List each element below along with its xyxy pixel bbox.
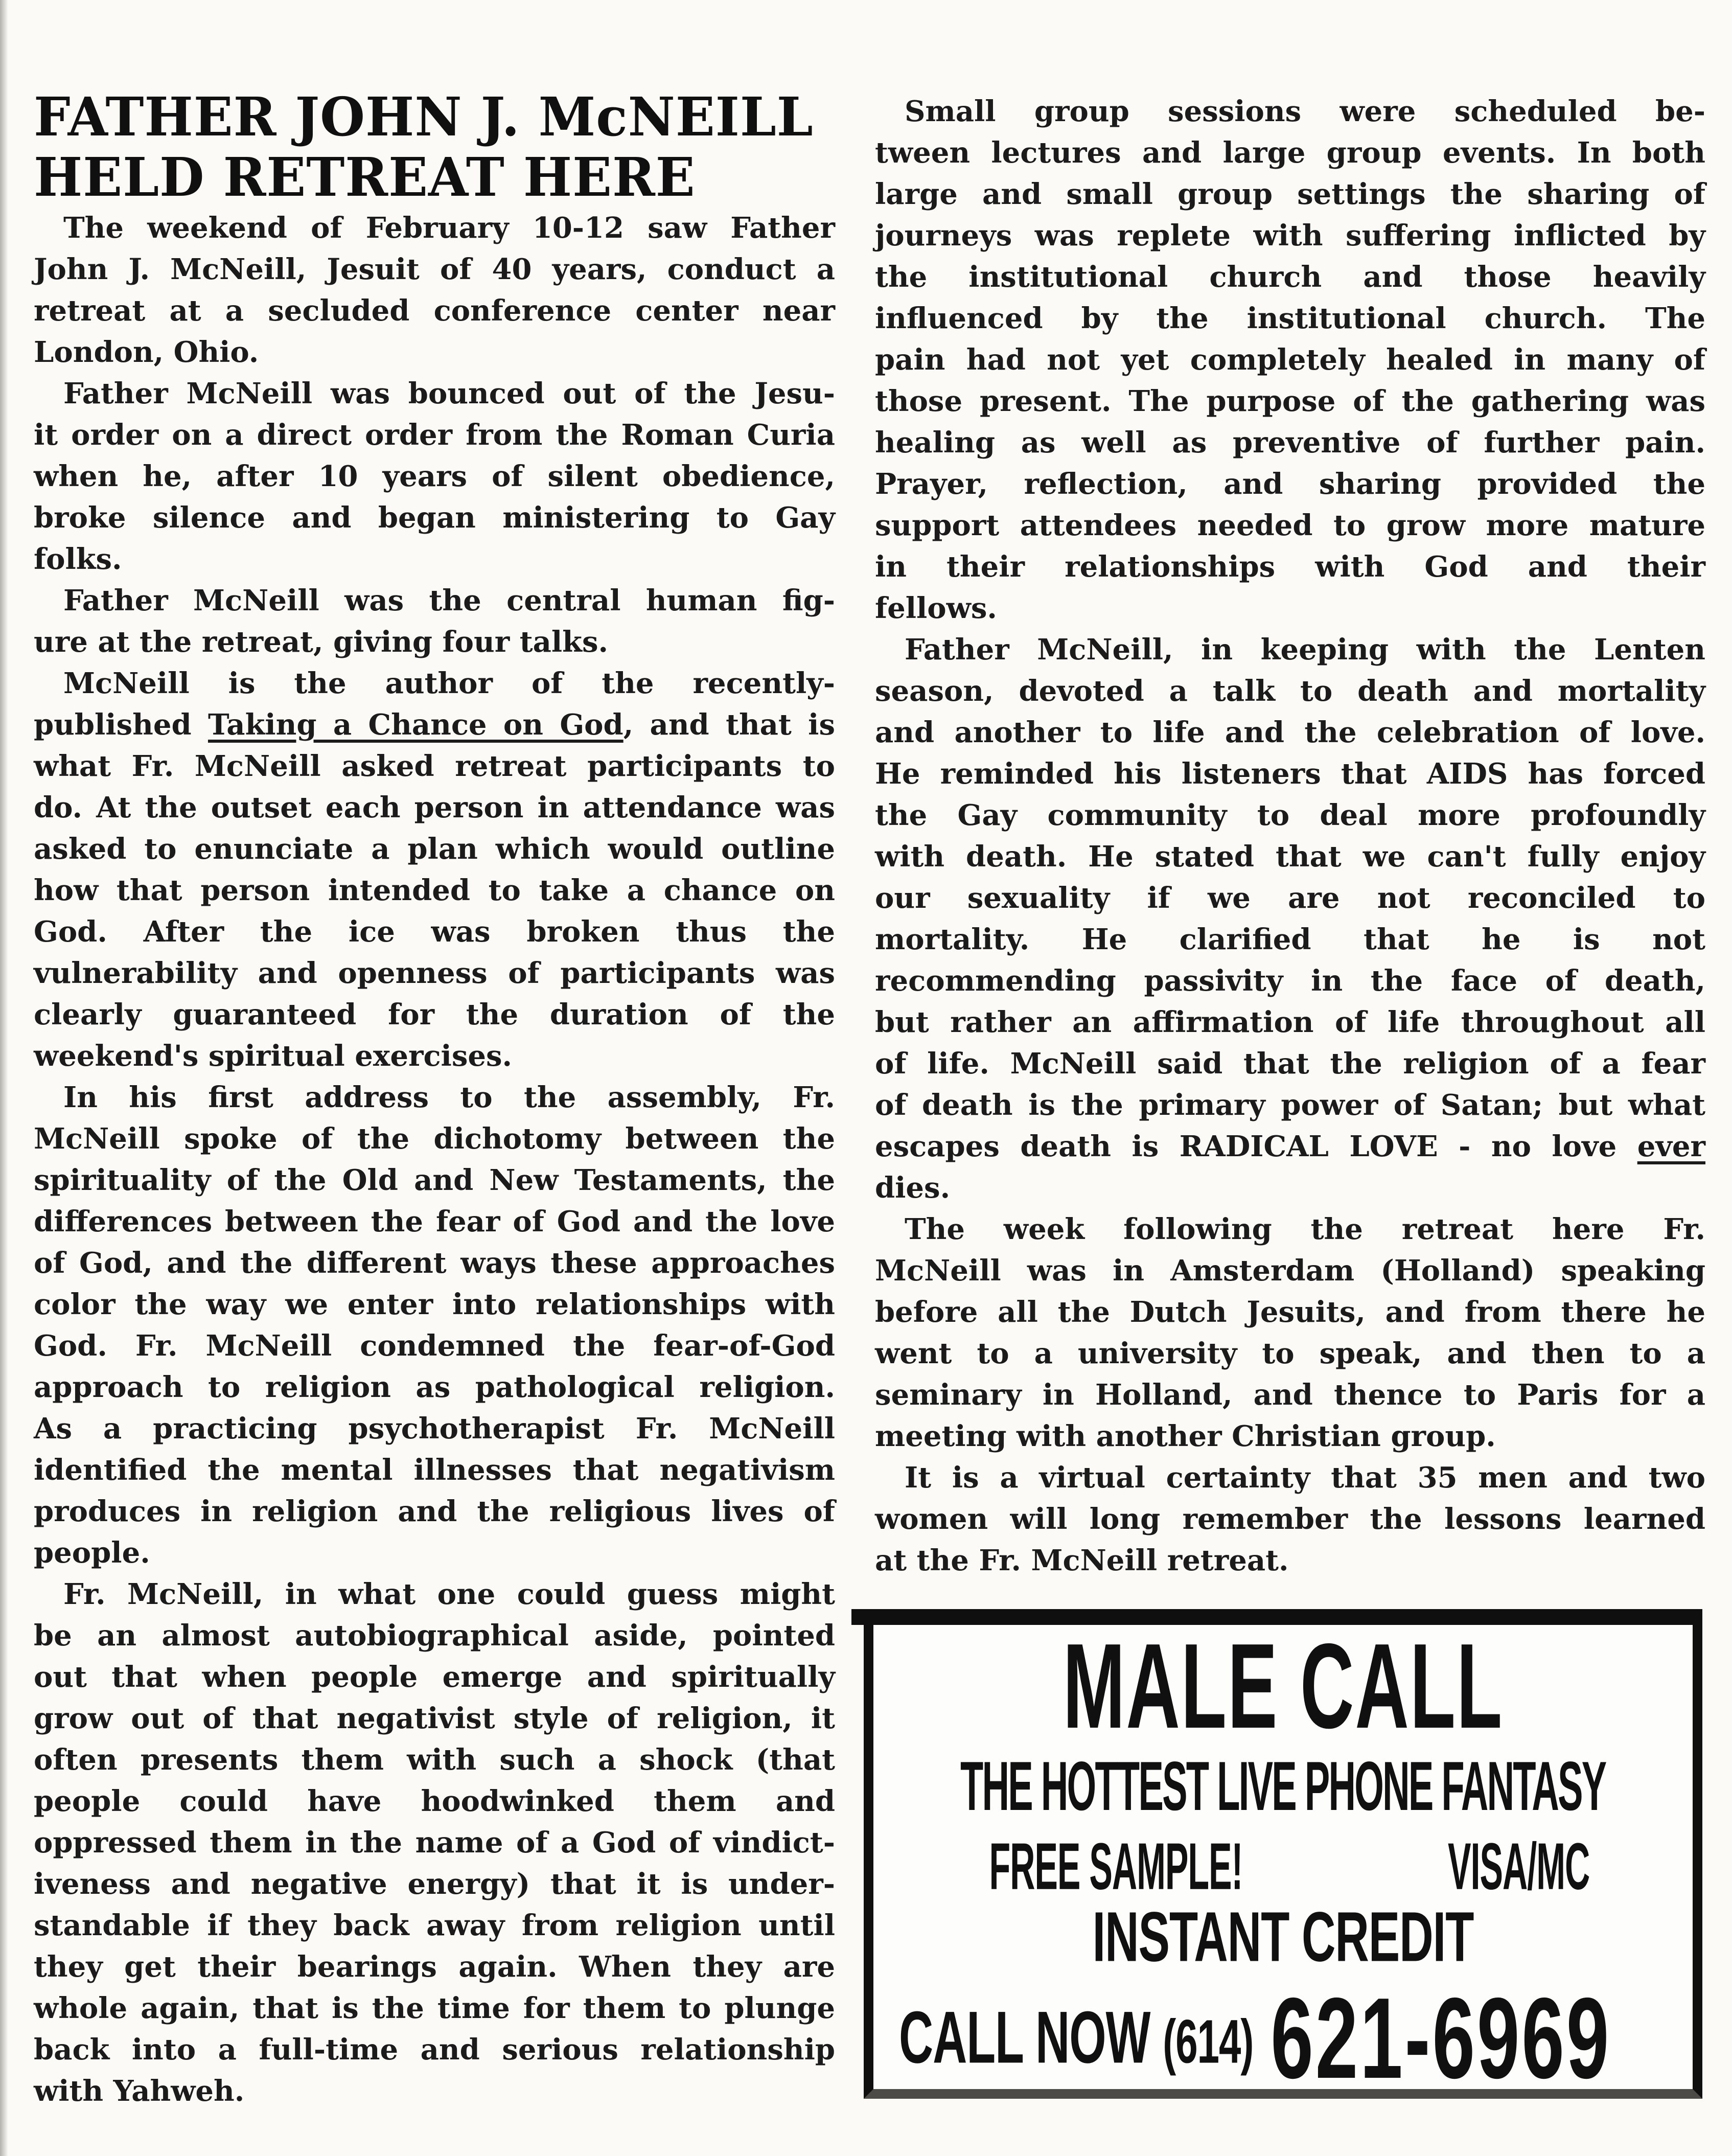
article-line: what Fr. McNeill asked retreat participants to <box>34 749 835 783</box>
article-line: He reminded his listeners that AIDS has forced <box>875 757 1705 791</box>
article-line: went to a university to speak, and then to a <box>875 1337 1705 1370</box>
male-call-ad-box <box>864 1609 1702 2102</box>
ad-top-bar <box>851 1609 882 1625</box>
article-left-column <box>34 87 835 2112</box>
article-line: and another to life and the celebration of love. <box>875 716 1705 749</box>
article-line: at the Fr. McNeill retreat. <box>875 1544 1289 1577</box>
article-line: pain had not yet completely healed in many of <box>875 343 1705 377</box>
article-line: with Yahweh. <box>34 2074 245 2108</box>
article-line: clearly guaranteed for the duration of the <box>34 998 835 1031</box>
article-line: the Gay community to deal more profoundly <box>875 798 1705 832</box>
article-line: they get their bearings again. When they are <box>34 1950 835 1984</box>
article-line: ure at the retreat, giving four talks. <box>34 625 608 659</box>
ad-title: MALE CALL <box>1063 1618 1504 1754</box>
ad-call-now-label: CALL NOW <box>899 1996 1150 2079</box>
article-line: Father McNeill, in keeping with the Lenten <box>905 633 1705 667</box>
article-line: differences between the fear of God and the love <box>34 1205 835 1238</box>
article-line: produces in religion and the religious lives of <box>34 1495 835 1528</box>
article-right-body <box>875 91 1705 1581</box>
article-line: identified the mental illnesses that negativism <box>34 1453 835 1487</box>
article-line: be an almost autobiographical aside, pointed <box>34 1619 835 1653</box>
ad-offer-free-sample: FREE SAMPLE! <box>989 1829 1243 1903</box>
article-line: iveness and negative energy) that it is under- <box>34 1867 835 1901</box>
article-line: Small group sessions were scheduled be- <box>905 95 1705 128</box>
article-line: grow out of that negativist style of religion, it <box>34 1702 835 1735</box>
article-line: color the way we enter into relationships with <box>34 1288 835 1321</box>
article-line: women will long remember the lessons learned <box>875 1502 1705 1536</box>
article-line: seminary in Holland, and thence to Paris for a <box>875 1378 1705 1412</box>
article-line: Fr. McNeill, in what one could guess might <box>63 1577 835 1611</box>
article-line: In his first address to the assembly, Fr. <box>63 1081 835 1114</box>
article-line: before all the Dutch Jesuits, and from there he <box>875 1295 1705 1329</box>
article-line: large and small group settings the sharing of <box>875 177 1705 211</box>
article-line: asked to enunciate a plan which would outline <box>34 832 835 866</box>
article-line: meeting with another Christian group. <box>875 1419 1496 1453</box>
article-line: spirituality of the Old and New Testaments, the <box>34 1163 835 1197</box>
ad-content <box>873 1618 1693 2102</box>
article-line: of death is the primary power of Satan; but what <box>875 1088 1705 1122</box>
article-line: the institutional church and those heavily <box>875 260 1705 294</box>
underlined-text: Taking a Chance on God <box>207 708 623 742</box>
article-line: vulnerability and openness of participants was <box>34 956 835 990</box>
article-line: Father McNeill was bounced out of the Jesu- <box>63 377 835 410</box>
article-line: standable if they back away from religion until <box>34 1909 835 1942</box>
article-line: of life. McNeill said that the religion of a fear <box>875 1047 1705 1081</box>
article-line: recommending passivity in the face of death, <box>875 964 1705 998</box>
article-line: dies. <box>875 1171 951 1205</box>
article-line: McNeill is the author of the recently- <box>63 667 835 700</box>
ad-credit-line: INSTANT CREDIT <box>1092 1898 1474 1977</box>
article-line: it order on a direct order from the Roman Curia <box>34 418 835 452</box>
article-line: It is a virtual certainty that 35 men and two <box>905 1461 1705 1495</box>
article-right-column <box>875 91 1705 1581</box>
article-line: do. At the outset each person in attendance was <box>34 791 835 824</box>
article-line: God. Fr. McNeill condemned the fear-of-God <box>34 1329 835 1363</box>
ad-call-now <box>899 1996 1254 2079</box>
headline-line-2: HELD RETREAT HERE <box>34 146 696 209</box>
article-line: our sexuality if we are not reconciled to <box>875 881 1705 915</box>
article-line: McNeill spoke of the dichotomy between the <box>34 1122 835 1156</box>
article-line: Father McNeill was the central human fig- <box>63 584 835 617</box>
article-line: London, Ohio. <box>34 335 259 369</box>
ad-tagline: THE HOTTEST LIVE PHONE FANTASY <box>960 1747 1606 1825</box>
article-line: weekend's spiritual exercises. <box>34 1039 513 1073</box>
scan-edge-shadow <box>0 0 8 2156</box>
article-line: back into a full-time and serious relationship <box>34 2033 835 2067</box>
article-line: support attendees needed to grow more mature <box>875 509 1705 542</box>
article-line: how that person intended to take a chance on <box>34 874 835 907</box>
article-line: God. After the ice was broken thus the <box>34 915 835 949</box>
article-line: in their relationships with God and their <box>875 550 1705 584</box>
article-line: tween lectures and large group events. In both <box>875 136 1705 170</box>
article-line: fellows. <box>875 591 997 625</box>
article-line: McNeill was in Amsterdam (Holland) speaking <box>875 1254 1705 1288</box>
article-line: but rather an affirmation of life throughout all <box>875 1005 1705 1039</box>
article-line: retreat at a secluded conference center near <box>34 294 835 328</box>
article-line: whole again, that is the time for them to plunge <box>34 1991 835 2025</box>
article-line: Prayer, reflection, and sharing provided the <box>875 467 1705 501</box>
article-line: with death. He stated that we can't fully enjoy <box>875 840 1705 874</box>
article-line: published Taking a Chance on God, and that is <box>34 708 835 742</box>
article-line: out that when people emerge and spiritually <box>34 1660 835 1694</box>
ad-phone-number: 621-6969 <box>1271 1973 1611 2102</box>
article-line: As a practicing psychotherapist Fr. McNeill <box>34 1412 835 1446</box>
article-line: The week following the retreat here Fr. <box>905 1212 1705 1246</box>
headline-line-1: FATHER JOHN J. McNEILL <box>34 85 814 148</box>
article-line: mortality. He clarified that he is not <box>875 923 1705 956</box>
article-line: John J. McNeill, Jesuit of 40 years, conduct a <box>34 253 835 286</box>
article-line: healing as well as preventive of further pain. <box>875 426 1705 460</box>
article-line: of God, and the different ways these approaches <box>34 1246 835 1280</box>
article-line: broke silence and began ministering to Gay <box>34 501 835 535</box>
article-line: people. <box>34 1536 150 1570</box>
article-line: those present. The purpose of the gathering was <box>875 384 1705 418</box>
article-line: influenced by the institutional church. The <box>875 302 1705 335</box>
article-headline <box>34 87 835 208</box>
underlined-text: ever <box>1637 1130 1705 1163</box>
article-line: when he, after 10 years of silent obedience, <box>34 460 835 493</box>
article-line: oppressed them in the name of a God of vindict- <box>34 1826 835 1860</box>
article-left-body <box>34 208 835 2112</box>
ad-offer-visa-mc: VISA/MC <box>1447 1829 1589 1903</box>
article-line: journeys was replete with suffering inflicted by <box>875 219 1705 253</box>
article-line: people could have hoodwinked them and <box>34 1784 835 1818</box>
article-line: folks. <box>34 542 122 576</box>
article-line: season, devoted a talk to death and mortality <box>875 674 1705 708</box>
article-line: The weekend of February 10-12 saw Father <box>63 211 835 245</box>
ad-area-code: (614) <box>1163 2006 1254 2076</box>
article-line: approach to religion as pathological religion. <box>34 1370 835 1404</box>
article-line: often presents them with such a shock (that <box>34 1743 835 1777</box>
article-line: escapes death is RADICAL LOVE - no love ever <box>875 1130 1705 1163</box>
